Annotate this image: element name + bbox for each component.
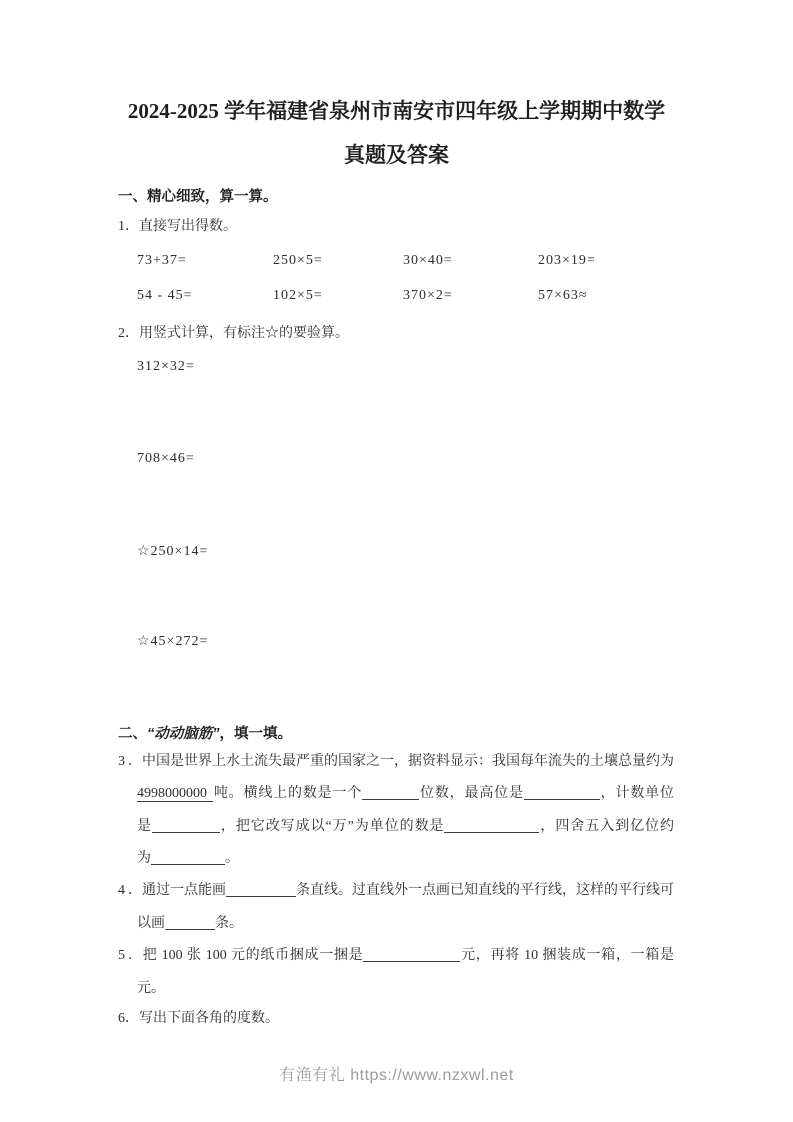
q3-text: ，把它改写成以“万”为单位的数是 <box>219 819 445 834</box>
heading-post: ，填一填。 <box>219 726 292 742</box>
blank-line <box>165 915 215 930</box>
q4-line2 <box>137 913 243 935</box>
blank-line <box>151 850 225 865</box>
q3-text: 位数，最高位是 <box>419 786 524 801</box>
q4-text: 通过一点能画 <box>142 883 226 898</box>
q1-expression: 73+37= <box>137 253 187 268</box>
q5-number: 5． <box>118 948 142 963</box>
q3-text: ，计数单位 <box>599 786 675 801</box>
q4-text: 以画 <box>137 916 165 931</box>
q1-expression: 54 - 45= <box>137 288 193 303</box>
q1-expression: 102×5= <box>273 288 323 303</box>
q6-label: 6．写出下面各角的度数。 <box>118 1011 279 1026</box>
q4-text: 条。 <box>215 916 243 931</box>
q1-problems-row1 <box>137 250 674 272</box>
q5-text: 把 100 张 100 元的纸币捆成一捆是 <box>142 948 364 963</box>
q4-number: 4． <box>118 883 142 898</box>
blank-line <box>524 785 600 800</box>
blank-line <box>444 818 539 833</box>
page-title-line1: 2024-2025 学年福建省泉州市南安市四年级上学期期中数学 <box>127 99 666 123</box>
q3-text: 为 <box>137 851 151 866</box>
q4-line1 <box>118 880 674 902</box>
heading-emphasis: “动动脑筋” <box>147 726 220 742</box>
blank-line <box>363 947 460 962</box>
q3-text: ，四舍五入到亿位约 <box>539 819 675 834</box>
q1-expression: 370×2= <box>403 288 453 303</box>
q3-text: 。 <box>225 851 239 866</box>
underlined-number: 4998000000 <box>137 786 213 802</box>
q3-line4 <box>137 848 239 870</box>
q3-line3 <box>137 816 674 838</box>
q4-text: 条直线。过直线外一点画已知直线的平行线，这样的平行线可 <box>296 883 674 898</box>
q2-problem: 708×46= <box>137 451 195 466</box>
blank-line <box>226 882 296 897</box>
q1-problems-row2 <box>137 285 674 307</box>
q3-text: 吨。横线上的数是一个 <box>213 786 363 801</box>
q3-line1 <box>118 751 674 773</box>
q2-problem: ☆250×14= <box>137 544 209 559</box>
q3-text: 中国是世界上水土流失最严重的国家之一，据资料显示：我国每年流失的土壤总量约为 <box>142 754 674 769</box>
page-title-line2: 真题及答案 <box>344 143 449 167</box>
section-one-heading: 一、精心细致，算一算。 <box>118 189 278 205</box>
blank-line <box>362 785 419 800</box>
q2-problem: 312×32= <box>137 359 195 374</box>
q5-text: 元，再将 10 捆装成一箱，一箱是 <box>460 948 675 963</box>
q3-text: 是 <box>137 819 152 834</box>
q1-expression: 203×19= <box>538 253 596 268</box>
footer-watermark: 有渔有礼 https://www.nzxwl.net <box>279 1067 514 1084</box>
q3-line2 <box>137 783 674 805</box>
q1-expression: 57×63≈ <box>538 288 588 303</box>
q1-expression: 250×5= <box>273 253 323 268</box>
section-two-heading <box>118 723 292 745</box>
q2-problem: ☆45×272= <box>137 634 209 649</box>
q5-line2: 元。 <box>137 981 165 996</box>
heading-pre: 二、 <box>118 726 147 742</box>
blank-line <box>152 818 220 833</box>
q5-line1 <box>118 945 674 967</box>
q2-label: 2．用竖式计算，有标注☆的要验算。 <box>118 326 349 341</box>
q1-label: 1．直接写出得数。 <box>118 219 237 234</box>
q3-number: 3． <box>118 754 142 769</box>
q1-expression: 30×40= <box>403 253 453 268</box>
